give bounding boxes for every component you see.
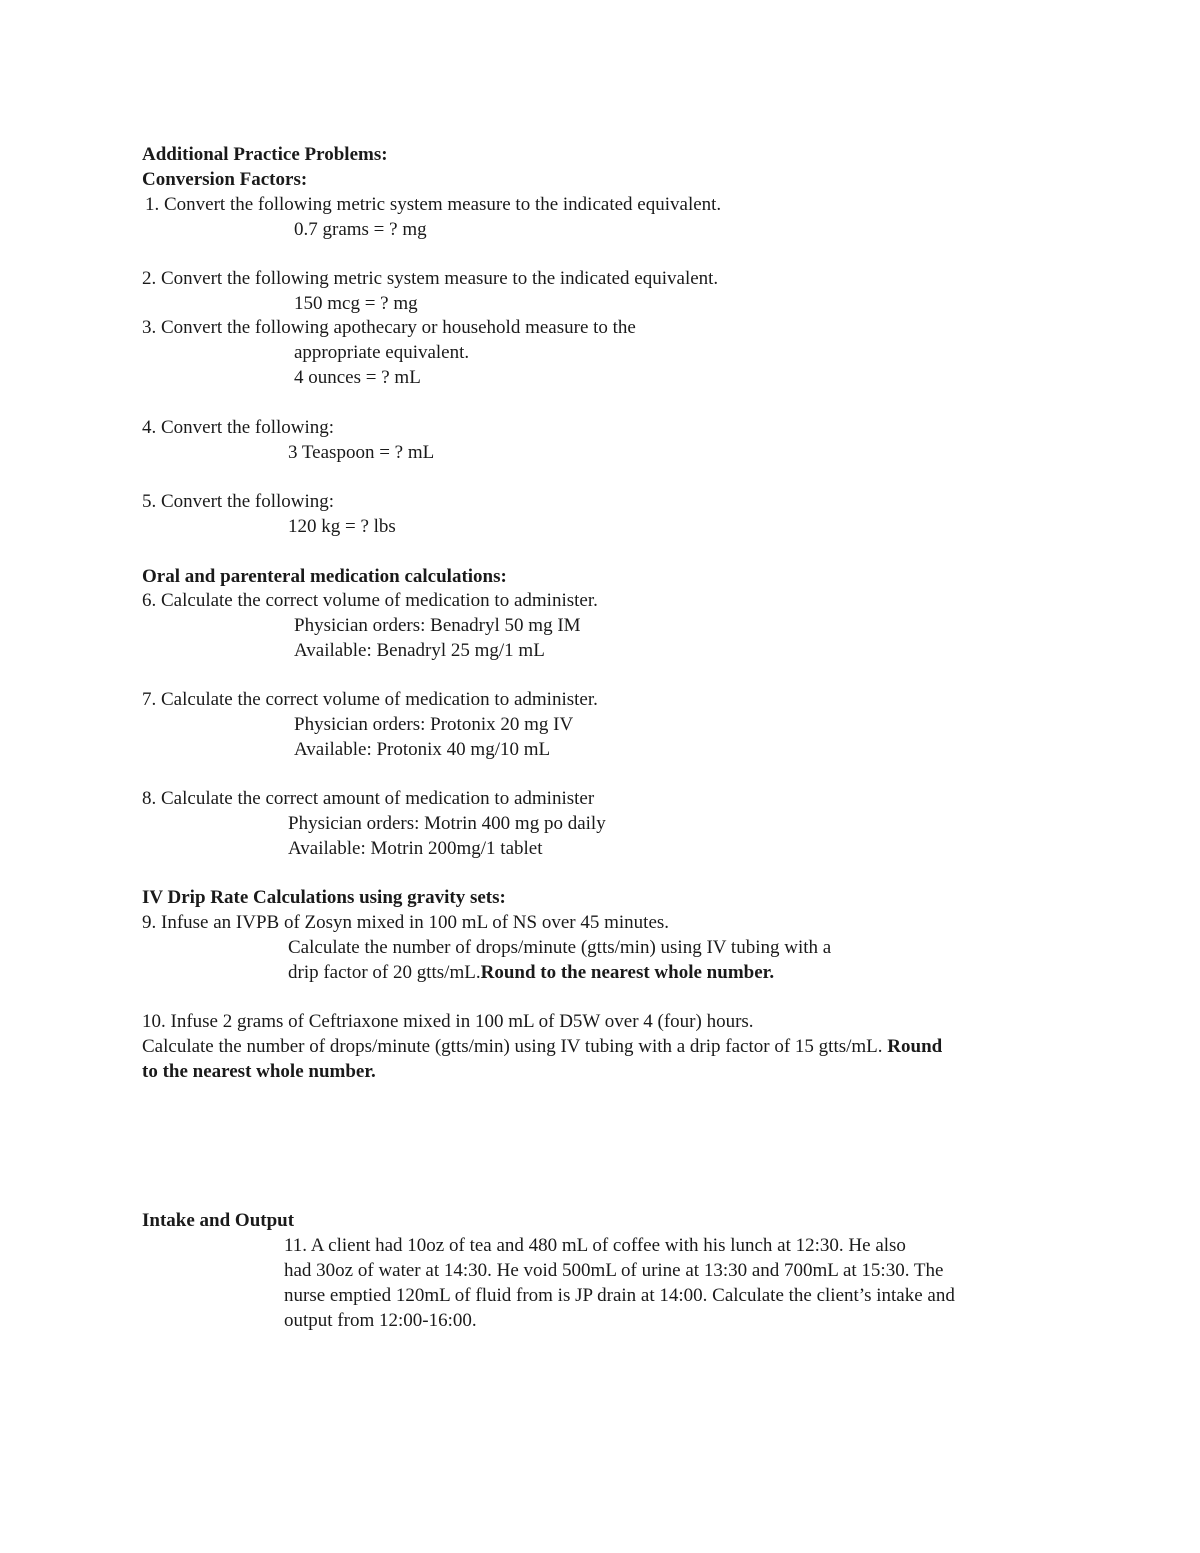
question-7-orders: Physician orders: Protonix 20 mg IV: [294, 714, 574, 735]
question-8-orders: Physician orders: Motrin 400 mg po daily: [288, 813, 606, 834]
question-4-given: 3 Teaspoon = ? mL: [288, 442, 435, 463]
question-10-line-2: [142, 1035, 942, 1059]
question-6: 6. Calculate the correct volume of medication to administer.: [142, 590, 598, 611]
question-10-drip-factor: Calculate the number of drops/minute (gtts/min) using IV tubing with a drip factor of 15 gtts/mL.: [142, 1036, 888, 1057]
question-9-drip-factor: drip factor of 20 gtts/mL.: [288, 962, 481, 983]
page-title: Additional Practice Problems:: [142, 144, 388, 165]
question-1-given: 0.7 grams = ? mg: [294, 219, 427, 240]
question-6-available: Available: Benadryl 25 mg/1 mL: [294, 640, 545, 661]
section-heading-intake-output: Intake and Output: [142, 1210, 295, 1231]
question-3: 3. Convert the following apothecary or household measure to the: [142, 317, 636, 338]
question-5-given: 120 kg = ? lbs: [288, 516, 396, 537]
question-6-orders: Physician orders: Benadryl 50 mg IM: [294, 615, 581, 636]
question-1: 1. Convert the following metric system measure to the indicated equivalent.: [145, 194, 722, 215]
question-10-rounding-note-end: to the nearest whole number.: [142, 1061, 376, 1082]
section-heading-conversion: Conversion Factors:: [142, 169, 308, 190]
question-5: 5. Convert the following:: [142, 491, 335, 512]
question-4: 4. Convert the following:: [142, 417, 335, 438]
question-9-line-3: [288, 961, 774, 985]
question-9: 9. Infuse an IVPB of Zosyn mixed in 100 mL of NS over 45 minutes.: [142, 912, 670, 933]
question-3-continued: appropriate equivalent.: [294, 342, 470, 363]
question-11-line-2: had 30oz of water at 14:30. He void 500mL of urine at 13:30 and 700mL at 15:30. The: [284, 1260, 944, 1281]
question-7-available: Available: Protonix 40 mg/10 mL: [294, 739, 551, 760]
question-8-available: Available: Motrin 200mg/1 tablet: [288, 838, 543, 859]
question-9-line-2: Calculate the number of drops/minute (gtts/min) using IV tubing with a: [288, 937, 832, 958]
question-11-line-3: nurse emptied 120mL of fluid from is JP drain at 14:00. Calculate the client’s intake and: [284, 1285, 955, 1306]
question-2-given: 150 mcg = ? mg: [294, 293, 418, 314]
section-heading-oral: Oral and parenteral medication calculations:: [142, 566, 507, 587]
question-11-line-4: output from 12:00-16:00.: [284, 1310, 477, 1331]
question-3-given: 4 ounces = ? mL: [294, 367, 421, 388]
question-9-rounding-note: Round to the nearest whole number.: [480, 962, 775, 983]
question-10-rounding-note-start: Round: [887, 1036, 943, 1057]
question-8: 8. Calculate the correct amount of medication to administer: [142, 788, 595, 809]
section-heading-iv: IV Drip Rate Calculations using gravity sets:: [142, 887, 506, 908]
question-10: 10. Infuse 2 grams of Ceftriaxone mixed in 100 mL of D5W over 4 (four) hours.: [142, 1011, 754, 1032]
question-2: 2. Convert the following metric system measure to the indicated equivalent.: [142, 268, 719, 289]
question-11-line-1: 11. A client had 10oz of tea and 480 mL of coffee with his lunch at 12:30. He also: [284, 1235, 906, 1256]
question-7: 7. Calculate the correct volume of medication to administer.: [142, 689, 598, 710]
